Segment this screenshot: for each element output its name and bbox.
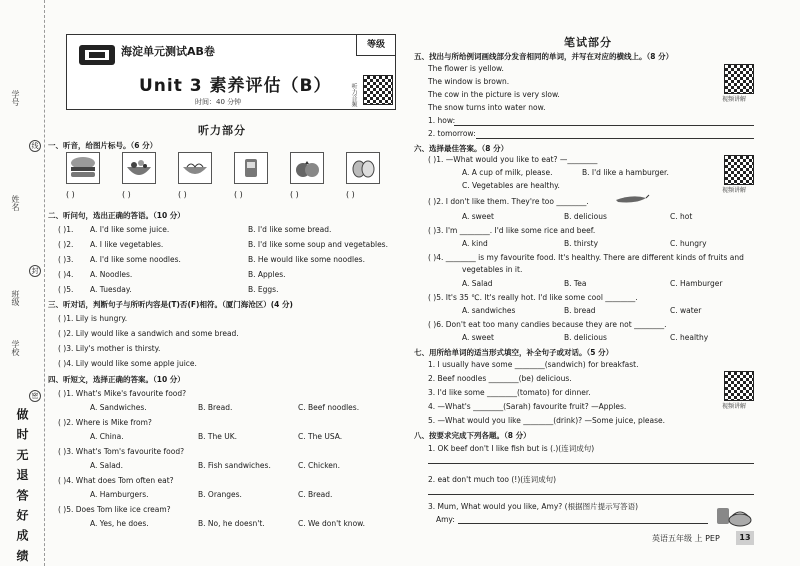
option-c: C. hot xyxy=(670,212,693,221)
option-b: B. The UK. xyxy=(198,432,238,441)
option-c: C. Bread. xyxy=(298,490,333,499)
unit-title: Unit 3 素养评估（B） xyxy=(139,76,332,96)
option-c: C. Hamburger xyxy=(670,279,723,288)
listening-column xyxy=(48,0,400,566)
option-c: C. The USA. xyxy=(298,432,343,441)
answer-line[interactable] xyxy=(476,138,754,139)
option-a: A. Salad. xyxy=(90,461,123,470)
mc-question[interactable]: ( )1. What's Mike's favourite food? xyxy=(58,389,187,398)
part8-heading: 八、按要求完成下列各题。（8 分） xyxy=(414,431,531,440)
mc-question[interactable]: ( )5. It's 35 ℃. It's really hot. I'd like some cool ________. xyxy=(428,293,638,302)
option-c: C. healthy xyxy=(670,333,709,342)
answer-prefix: Amy: xyxy=(436,515,455,524)
blank-label: 2. tomorrow: xyxy=(428,129,476,138)
publisher-logo-icon xyxy=(77,41,117,69)
blank-label: 1. how: xyxy=(428,116,456,125)
option-b: B. I'd like some soup and vegetables. xyxy=(248,240,388,249)
binding-gutter xyxy=(0,0,45,566)
option-b: B. delicious xyxy=(564,212,607,221)
answer-paren[interactable]: ( )2. xyxy=(58,240,74,249)
option-b: B. Eggs. xyxy=(248,285,279,294)
part7-heading: 七、用所给单词的适当形式填空，补全句子或对话。（5 分） xyxy=(414,348,614,357)
mc-question-continued: vegetables in it. xyxy=(462,265,523,274)
option-a: A. Salad xyxy=(462,279,493,288)
option-b: B. I'd like some bread. xyxy=(248,225,332,234)
picture-row xyxy=(62,152,392,202)
page-number: 13 xyxy=(736,531,754,545)
food-picture-icon xyxy=(714,500,754,528)
answer-paren[interactable]: ( ) xyxy=(346,190,355,199)
time-limit: 时间：40 分钟 xyxy=(195,98,242,106)
option-a: A. Sandwiches. xyxy=(90,403,147,412)
mc-question[interactable]: ( )6. Don't eat too many candies because they are not ________. xyxy=(428,320,667,329)
option-c: C. We don't know. xyxy=(298,519,365,528)
mc-question[interactable]: ( )3. What's Tom's favourite food? xyxy=(58,447,185,456)
binding-hole: 密 xyxy=(29,390,41,402)
option-c: C. Beef noodles. xyxy=(298,403,360,412)
fill-blank-item[interactable]: 2. Beef noodles ________(be) delicious. xyxy=(428,374,572,383)
option-b: B. He would like some noodles. xyxy=(248,255,365,264)
fill-blank-item[interactable]: 4. —What's ________(Sarah) favourite fruit? —Apples. xyxy=(428,402,627,411)
option-c: C. Vegetables are healthy. xyxy=(462,181,560,190)
option-a: A. I'd like some noodles. xyxy=(90,255,181,264)
class-label: 班级 xyxy=(11,290,20,306)
video-qr-code-icon[interactable] xyxy=(724,371,754,401)
school-label: 学校 xyxy=(11,340,20,356)
grade-box: 等级 xyxy=(356,35,395,56)
video-qr-code-icon[interactable] xyxy=(724,155,754,185)
answer-paren[interactable]: ( )4. xyxy=(58,270,74,279)
mc-question[interactable]: ( )4. What does Tom often eat? xyxy=(58,476,174,485)
option-b: B. Bread. xyxy=(198,403,233,412)
chili-pepper-icon xyxy=(614,192,650,206)
tomato-icon xyxy=(290,152,324,184)
answer-paren[interactable]: ( )5. xyxy=(58,285,74,294)
option-b: B. Oranges. xyxy=(198,490,242,499)
option-a: A. Tuesday. xyxy=(90,285,132,294)
option-a: A. Yes, he does. xyxy=(90,519,149,528)
example-sentence: The flower is yellow. xyxy=(428,64,504,73)
part4-heading: 四、听短文，选择正确的答案。（10 分） xyxy=(48,375,185,384)
answer-line[interactable] xyxy=(428,463,754,464)
answer-paren[interactable]: ( )3. xyxy=(58,255,74,264)
option-a: A. A cup of milk, please. xyxy=(462,168,553,177)
answer-paren[interactable]: ( )1. xyxy=(58,225,74,234)
tea-icon xyxy=(234,152,268,184)
option-b: B. bread xyxy=(564,306,596,315)
answer-paren[interactable]: ( ) xyxy=(234,190,243,199)
answer-line[interactable] xyxy=(454,125,754,126)
fill-blank-item[interactable]: 5. —What would you like ________(drink)? —Some juice, please. xyxy=(428,416,666,425)
option-b: B. I'd like a hamburger. xyxy=(582,168,669,177)
mc-question[interactable]: ( )5. Does Tom like ice cream? xyxy=(58,505,171,514)
qr-caption: 听力音频 xyxy=(350,83,357,107)
gutter-slogan: 做 时 无 退 答 好 成 绩 xyxy=(15,408,29,564)
answer-line[interactable] xyxy=(458,523,708,524)
part5-heading: 五、找出与所给例词画线部分发音相同的单词，并写在对应的横线上。（8 分） xyxy=(414,52,674,61)
mc-question[interactable]: ( )4. ________ is my favourite food. It's healthy. There are different kinds of fruits and xyxy=(428,253,744,262)
mc-question[interactable]: ( )2. Where is Mike from? xyxy=(58,418,152,427)
part6-heading: 六、选择最佳答案。（8 分） xyxy=(414,144,509,153)
binding-hole: 封 xyxy=(29,265,41,277)
name-label: 姓名 xyxy=(11,195,20,211)
tf-question[interactable]: ( )2. Lily would like a sandwich and some bread. xyxy=(58,329,239,338)
part1-heading: 一、听音，给图片标号。（6 分） xyxy=(48,141,158,150)
listening-title: 听力部分 xyxy=(198,124,246,137)
reorder-item: 1. OK beef don't I like fish but is (.)(连词成句) xyxy=(428,444,595,453)
option-a: A. sandwiches xyxy=(462,306,516,315)
option-c: C. hungry xyxy=(670,239,707,248)
option-b: B. Apples. xyxy=(248,270,286,279)
answer-paren[interactable]: ( ) xyxy=(290,190,299,199)
eggs-icon xyxy=(346,152,380,184)
answer-line[interactable] xyxy=(428,494,754,495)
written-title: 笔试部分 xyxy=(564,36,612,49)
option-c: C. Chicken. xyxy=(298,461,341,470)
option-a: A. sweet xyxy=(462,333,494,342)
option-a: A. I'd like some juice. xyxy=(90,225,170,234)
audio-qr-code-icon[interactable] xyxy=(363,75,393,105)
noodles-icon xyxy=(178,152,212,184)
footer-grade-text: 英语五年级 上 PEP xyxy=(652,534,720,543)
binding-hole: 线 xyxy=(29,140,41,152)
mc-question[interactable]: ( )1. —What would you like to eat? —________ xyxy=(428,155,598,164)
option-b: B. thirsty xyxy=(564,239,599,248)
hamburger-icon xyxy=(66,152,100,184)
answer-paren[interactable]: ( ) xyxy=(178,190,187,199)
part2-heading: 二、听问句，选出正确的答语。（10 分） xyxy=(48,211,185,220)
option-a: A. kind xyxy=(462,239,488,248)
tf-question[interactable]: ( )3. Lily's mother is thirsty. xyxy=(58,344,161,353)
fill-blank-item[interactable]: 1. I usually have some ________(sandwich) for breakfast. xyxy=(428,360,639,369)
option-a: A. sweet xyxy=(462,212,494,221)
option-a: A. I like vegetables. xyxy=(90,240,164,249)
written-column xyxy=(414,0,794,566)
qr-caption: 视频讲解 xyxy=(722,403,747,410)
example-sentence: The snow turns into water now. xyxy=(428,103,546,112)
qr-caption: 视频讲解 xyxy=(722,187,747,194)
example-sentence: The cow in the picture is very slow. xyxy=(428,90,560,99)
brand-name: 海淀单元测试AB卷 xyxy=(121,45,215,58)
answer-paren[interactable]: ( ) xyxy=(66,190,75,199)
tf-question[interactable]: ( )4. Lily would like some apple juice. xyxy=(58,359,197,368)
option-c: C. water xyxy=(670,306,702,315)
answer-paren[interactable]: ( ) xyxy=(122,190,131,199)
option-a: A. Noodles. xyxy=(90,270,133,279)
option-b: B. delicious xyxy=(564,333,607,342)
part3-heading: 三、听对话，判断句子与所听内容是(T)否(F)相符。（厦门海沧区）(4 分) xyxy=(48,300,293,309)
option-b: B. Tea xyxy=(564,279,587,288)
option-a: A. China. xyxy=(90,432,124,441)
reorder-item: 2. eat don't much too (!)(连词成句) xyxy=(428,475,557,484)
mc-question[interactable]: ( )2. I don't like them. They're too ________. xyxy=(428,197,589,206)
option-b: B. No, he doesn't. xyxy=(198,519,265,528)
qr-caption: 视频讲解 xyxy=(722,96,747,103)
fill-blank-item[interactable]: 3. I'd like some ________(tomato) for dinner. xyxy=(428,388,591,397)
tf-question[interactable]: ( )1. Lily is hungry. xyxy=(58,314,128,323)
option-a: A. Hamburgers. xyxy=(90,490,149,499)
video-qr-code-icon[interactable] xyxy=(724,64,754,94)
worksheet-header xyxy=(66,34,396,110)
mc-question[interactable]: ( )3. I'm ________. I'd like some rice and beef. xyxy=(428,226,596,235)
example-sentence: The window is brown. xyxy=(428,77,510,86)
student-id-label: 学号 xyxy=(11,90,20,106)
option-b: B. Fish sandwiches. xyxy=(198,461,271,470)
picture-prompt-item: 3. Mum, What would you like, Amy? (根据图片提示写答语) xyxy=(428,502,639,511)
salad-icon xyxy=(122,152,156,184)
